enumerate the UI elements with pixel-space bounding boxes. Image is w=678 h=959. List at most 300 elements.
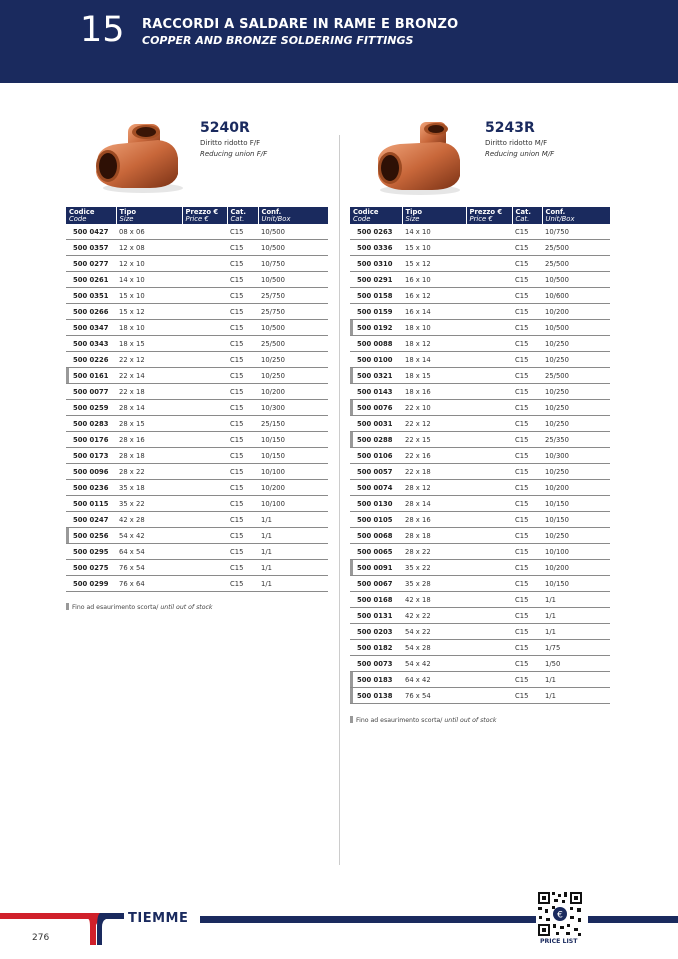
table-row	[66, 480, 328, 496]
table-row	[66, 448, 328, 464]
cell-cat: C15	[512, 480, 542, 496]
cell-unit-box: 10/200	[542, 480, 610, 496]
cell-unit-box: 1/1	[542, 608, 610, 624]
cell-size: 76 x 54	[402, 688, 466, 704]
table-row	[350, 288, 610, 304]
cell-unit-box: 10/150	[542, 512, 610, 528]
cell-cat: C15	[512, 272, 542, 288]
cell-code: 500 0321	[350, 368, 402, 384]
cell-price	[182, 384, 227, 400]
cell-cat: C15	[512, 608, 542, 624]
cell-price	[466, 496, 512, 512]
cell-price	[182, 272, 227, 288]
cell-price	[466, 592, 512, 608]
cell-price	[182, 544, 227, 560]
svg-text:€: €	[557, 910, 563, 921]
cell-cat: C15	[227, 384, 258, 400]
table-row	[350, 400, 610, 416]
cell-code: 500 0275	[66, 560, 116, 576]
oos-marker-icon	[350, 716, 353, 723]
cell-code: 500 0291	[350, 272, 402, 288]
cell-size: 22 x 18	[116, 384, 182, 400]
cell-size: 22 x 12	[402, 416, 466, 432]
cell-size: 42 x 18	[402, 592, 466, 608]
section-title-en: COPPER AND BRONZE SOLDERING FITTINGS	[142, 34, 414, 47]
cell-price	[182, 576, 227, 592]
cell-size: 54 x 28	[402, 640, 466, 656]
cell-code: 500 0131	[350, 608, 402, 624]
table-row	[66, 496, 328, 512]
cell-cat: C15	[227, 448, 258, 464]
cell-size: 18 x 12	[402, 336, 466, 352]
cell-code: 500 0115	[66, 496, 116, 512]
cell-cat: C15	[227, 400, 258, 416]
table-row	[66, 288, 328, 304]
col-header-code: Codice Code	[350, 207, 402, 224]
cell-cat: C15	[512, 432, 542, 448]
cell-price	[466, 304, 512, 320]
cell-cat: C15	[512, 528, 542, 544]
cell-unit-box: 25/750	[258, 304, 328, 320]
cell-size: 15 x 10	[116, 288, 182, 304]
cell-code: 500 0192	[350, 320, 402, 336]
cell-code: 500 0183	[350, 672, 402, 688]
cell-size: 16 x 12	[402, 288, 466, 304]
table-row	[66, 528, 328, 544]
cell-code: 500 0263	[350, 224, 402, 240]
cell-code: 500 0161	[66, 368, 116, 384]
cell-cat: C15	[512, 304, 542, 320]
cell-cat: C15	[512, 624, 542, 640]
cell-unit-box: 10/250	[542, 384, 610, 400]
table-row	[350, 656, 610, 672]
cell-unit-box: 10/500	[258, 320, 328, 336]
cell-cat: C15	[227, 432, 258, 448]
cell-unit-box: 10/200	[542, 304, 610, 320]
cell-unit-box: 10/150	[258, 448, 328, 464]
cell-price	[466, 672, 512, 688]
cell-price	[466, 272, 512, 288]
cell-unit-box: 1/1	[258, 544, 328, 560]
cell-price	[182, 464, 227, 480]
cell-cat: C15	[512, 384, 542, 400]
cell-code: 500 0158	[350, 288, 402, 304]
table-row	[350, 560, 610, 576]
col-header-cat: Cat. Cat.	[512, 207, 542, 224]
cell-code: 500 0427	[66, 224, 116, 240]
table-row	[66, 256, 328, 272]
cell-size: 76 x 64	[116, 576, 182, 592]
cell-cat: C15	[227, 256, 258, 272]
cell-size: 28 x 14	[116, 400, 182, 416]
cell-size: 08 x 06	[116, 224, 182, 240]
cell-size: 18 x 10	[402, 320, 466, 336]
cell-price	[466, 688, 512, 704]
cell-cat: C15	[227, 416, 258, 432]
cell-size: 42 x 28	[116, 512, 182, 528]
cell-code: 500 0076	[350, 400, 402, 416]
cell-cat: C15	[227, 512, 258, 528]
cell-cat: C15	[227, 496, 258, 512]
column-divider	[339, 135, 340, 865]
cell-cat: C15	[227, 320, 258, 336]
cell-price	[182, 512, 227, 528]
table-header	[66, 207, 328, 224]
table-row	[350, 448, 610, 464]
cell-unit-box: 10/250	[258, 352, 328, 368]
table-row	[66, 560, 328, 576]
cell-unit-box: 1/1	[258, 512, 328, 528]
col-header-box: Conf. Unit/Box	[258, 207, 328, 224]
cell-cat: C15	[512, 352, 542, 368]
product-code: 5243R	[485, 120, 535, 136]
cell-price	[466, 240, 512, 256]
cell-unit-box: 10/250	[542, 416, 610, 432]
cell-code: 500 0031	[350, 416, 402, 432]
page-header	[0, 0, 678, 83]
cell-cat: C15	[227, 240, 258, 256]
cell-price	[182, 368, 227, 384]
cell-size: 28 x 16	[116, 432, 182, 448]
cell-code: 500 0236	[66, 480, 116, 496]
cell-size: 22 x 14	[116, 368, 182, 384]
brand-logo: TIEMME	[128, 911, 189, 926]
cell-code: 500 0310	[350, 256, 402, 272]
cell-price	[466, 384, 512, 400]
table-row	[350, 432, 610, 448]
cell-size: 22 x 18	[402, 464, 466, 480]
cell-size: 35 x 28	[402, 576, 466, 592]
cell-unit-box: 1/1	[258, 528, 328, 544]
table-row	[350, 336, 610, 352]
cell-code: 500 0088	[350, 336, 402, 352]
cell-cat: C15	[512, 688, 542, 704]
cell-size: 16 x 14	[402, 304, 466, 320]
cell-price	[466, 448, 512, 464]
table-row	[350, 576, 610, 592]
cell-cat: C15	[227, 464, 258, 480]
table-row	[66, 368, 328, 384]
table-row	[66, 576, 328, 592]
cell-unit-box: 10/250	[542, 352, 610, 368]
cell-size: 28 x 22	[402, 544, 466, 560]
cell-price	[466, 320, 512, 336]
table-row	[350, 608, 610, 624]
table-row	[66, 464, 328, 480]
cell-unit-box: 25/500	[542, 368, 610, 384]
cell-code: 500 0173	[66, 448, 116, 464]
cell-price	[182, 496, 227, 512]
table-row	[350, 512, 610, 528]
cell-size: 28 x 18	[402, 528, 466, 544]
cell-cat: C15	[227, 352, 258, 368]
cell-code: 500 0288	[350, 432, 402, 448]
cell-code: 500 0182	[350, 640, 402, 656]
table-row	[350, 672, 610, 688]
cell-cat: C15	[227, 576, 258, 592]
cell-cat: C15	[512, 400, 542, 416]
cell-size: 22 x 15	[402, 432, 466, 448]
table-row	[350, 224, 610, 240]
cell-unit-box: 1/1	[542, 688, 610, 704]
cell-size: 54 x 42	[116, 528, 182, 544]
cell-code: 500 0247	[66, 512, 116, 528]
cell-code: 500 0091	[350, 560, 402, 576]
cell-code: 500 0168	[350, 592, 402, 608]
cell-size: 54 x 42	[402, 656, 466, 672]
cell-code: 500 0100	[350, 352, 402, 368]
table-row	[350, 688, 610, 704]
cell-size: 64 x 54	[116, 544, 182, 560]
cell-price	[466, 256, 512, 272]
cell-code: 500 0138	[350, 688, 402, 704]
cell-cat: C15	[512, 224, 542, 240]
table-row	[66, 320, 328, 336]
fitting-image	[88, 118, 198, 198]
cell-price	[182, 304, 227, 320]
cell-cat: C15	[512, 256, 542, 272]
table-row	[66, 544, 328, 560]
cell-size: 28 x 16	[402, 512, 466, 528]
cell-code: 500 0130	[350, 496, 402, 512]
table-row	[66, 400, 328, 416]
cell-price	[466, 656, 512, 672]
table-row	[66, 304, 328, 320]
table-row	[350, 352, 610, 368]
cell-price	[466, 336, 512, 352]
cell-unit-box: 25/500	[542, 240, 610, 256]
cell-unit-box: 10/500	[542, 320, 610, 336]
cell-unit-box: 25/500	[542, 256, 610, 272]
cell-size: 28 x 14	[402, 496, 466, 512]
cell-unit-box: 1/1	[258, 576, 328, 592]
cell-code: 500 0259	[66, 400, 116, 416]
cell-code: 500 0266	[66, 304, 116, 320]
table-row	[350, 480, 610, 496]
cell-unit-box: 10/750	[542, 224, 610, 240]
cell-code: 500 0073	[350, 656, 402, 672]
cell-cat: C15	[227, 336, 258, 352]
cell-code: 500 0347	[66, 320, 116, 336]
cell-size: 64 x 42	[402, 672, 466, 688]
cell-size: 18 x 15	[402, 368, 466, 384]
cell-price	[182, 336, 227, 352]
product-code: 5240R	[200, 120, 250, 136]
cell-unit-box: 1/75	[542, 640, 610, 656]
cell-price	[466, 512, 512, 528]
cell-cat: C15	[512, 544, 542, 560]
cell-unit-box: 10/200	[258, 384, 328, 400]
cell-price	[182, 352, 227, 368]
cell-cat: C15	[512, 672, 542, 688]
table-row	[350, 256, 610, 272]
cell-code: 500 0176	[66, 432, 116, 448]
cell-cat: C15	[512, 560, 542, 576]
cell-code: 500 0357	[66, 240, 116, 256]
cell-price	[466, 544, 512, 560]
cell-price	[466, 624, 512, 640]
cell-unit-box: 25/150	[258, 416, 328, 432]
cell-size: 15 x 10	[402, 240, 466, 256]
table-row	[350, 384, 610, 400]
cell-code: 500 0299	[66, 576, 116, 592]
cell-unit-box: 1/1	[542, 672, 610, 688]
cell-unit-box: 10/250	[542, 464, 610, 480]
cell-price	[466, 288, 512, 304]
cell-size: 18 x 15	[116, 336, 182, 352]
cell-size: 28 x 15	[116, 416, 182, 432]
cell-size: 28 x 12	[402, 480, 466, 496]
cell-code: 500 0074	[350, 480, 402, 496]
cell-size: 35 x 18	[116, 480, 182, 496]
cell-size: 18 x 16	[402, 384, 466, 400]
cell-price	[466, 224, 512, 240]
cell-cat: C15	[512, 448, 542, 464]
cell-code: 500 0077	[66, 384, 116, 400]
cell-price	[182, 448, 227, 464]
cell-unit-box: 10/300	[258, 400, 328, 416]
page-footer	[0, 905, 678, 959]
table-row	[350, 240, 610, 256]
table-row	[350, 496, 610, 512]
cell-unit-box: 10/750	[258, 256, 328, 272]
cell-size: 76 x 54	[116, 560, 182, 576]
stock-note-left: Fino ad esaurimento scorta/ until out of stock	[66, 603, 213, 611]
cell-cat: C15	[227, 544, 258, 560]
cell-code: 500 0295	[66, 544, 116, 560]
cell-price	[466, 576, 512, 592]
cell-unit-box: 1/1	[542, 592, 610, 608]
cell-cat: C15	[227, 480, 258, 496]
cell-size: 12 x 10	[116, 256, 182, 272]
cell-price	[182, 432, 227, 448]
col-header-price: Prezzo € Price €	[466, 207, 512, 224]
cell-price	[182, 480, 227, 496]
table-row	[350, 464, 610, 480]
cell-size: 18 x 10	[116, 320, 182, 336]
table-row	[350, 272, 610, 288]
cell-code: 500 0096	[66, 464, 116, 480]
table-row	[350, 624, 610, 640]
price-list-label: PRICE LIST	[540, 938, 578, 945]
cell-unit-box: 25/500	[258, 336, 328, 352]
cell-price	[182, 288, 227, 304]
cell-size: 18 x 14	[402, 352, 466, 368]
price-table-5240r	[66, 207, 328, 592]
cell-size: 14 x 10	[116, 272, 182, 288]
cell-size: 22 x 16	[402, 448, 466, 464]
cell-code: 500 0057	[350, 464, 402, 480]
col-header-size: Tipo Size	[402, 207, 466, 224]
cell-cat: C15	[512, 336, 542, 352]
product-desc-it: Diritto ridotto F/F	[200, 139, 261, 147]
cell-price	[466, 432, 512, 448]
col-header-box: Conf. Unit/Box	[542, 207, 610, 224]
page-number: 276	[32, 933, 50, 943]
cell-code: 500 0065	[350, 544, 402, 560]
cell-size: 14 x 10	[402, 224, 466, 240]
cell-unit-box: 1/1	[542, 624, 610, 640]
cell-code: 500 0067	[350, 576, 402, 592]
cell-price	[182, 256, 227, 272]
cell-price	[466, 608, 512, 624]
cell-unit-box: 10/200	[542, 560, 610, 576]
cell-unit-box: 1/1	[258, 560, 328, 576]
cell-unit-box: 10/500	[258, 272, 328, 288]
table-row	[66, 352, 328, 368]
cell-code: 500 0143	[350, 384, 402, 400]
cell-price	[466, 400, 512, 416]
col-header-price: Prezzo € Price €	[182, 207, 227, 224]
stock-note-right: Fino ad esaurimento scorta/ until out of stock	[350, 716, 497, 724]
table-row	[350, 304, 610, 320]
cell-cat: C15	[227, 288, 258, 304]
cell-size: 12 x 08	[116, 240, 182, 256]
table-row	[350, 528, 610, 544]
cell-code: 500 0343	[66, 336, 116, 352]
price-table-5243r	[350, 207, 610, 704]
cell-cat: C15	[512, 576, 542, 592]
cell-cat: C15	[512, 320, 542, 336]
cell-unit-box: 10/250	[542, 336, 610, 352]
cell-cat: C15	[227, 368, 258, 384]
cell-price	[466, 640, 512, 656]
product-desc-it: Diritto ridotto M/F	[485, 139, 548, 147]
cell-price	[466, 528, 512, 544]
table-row	[66, 224, 328, 240]
table-row	[66, 336, 328, 352]
cell-cat: C15	[512, 288, 542, 304]
cell-size: 22 x 12	[116, 352, 182, 368]
col-header-cat: Cat. Cat.	[227, 207, 258, 224]
cell-price	[466, 464, 512, 480]
table-row	[66, 384, 328, 400]
table-row	[350, 368, 610, 384]
cell-size: 15 x 12	[402, 256, 466, 272]
cell-code: 500 0159	[350, 304, 402, 320]
cell-cat: C15	[512, 240, 542, 256]
cell-unit-box: 10/250	[542, 528, 610, 544]
cell-code: 500 0261	[66, 272, 116, 288]
cell-price	[466, 416, 512, 432]
table-header	[350, 207, 610, 224]
cell-unit-box: 10/150	[542, 576, 610, 592]
cell-unit-box: 10/500	[542, 272, 610, 288]
table-row	[350, 592, 610, 608]
cell-cat: C15	[227, 224, 258, 240]
cell-code: 500 0351	[66, 288, 116, 304]
cell-unit-box: 25/350	[542, 432, 610, 448]
cell-unit-box: 10/100	[258, 496, 328, 512]
qr-code-icon[interactable]	[536, 890, 584, 938]
cell-cat: C15	[512, 368, 542, 384]
cell-unit-box: 1/50	[542, 656, 610, 672]
cell-cat: C15	[512, 416, 542, 432]
table-row	[350, 544, 610, 560]
cell-unit-box: 10/100	[542, 544, 610, 560]
cell-code: 500 0203	[350, 624, 402, 640]
table-row	[66, 512, 328, 528]
section-number: 15	[80, 10, 125, 50]
cell-code: 500 0277	[66, 256, 116, 272]
cell-unit-box: 25/750	[258, 288, 328, 304]
cell-size: 22 x 10	[402, 400, 466, 416]
cell-size: 28 x 18	[116, 448, 182, 464]
cell-cat: C15	[227, 304, 258, 320]
cell-price	[182, 528, 227, 544]
cell-code: 500 0256	[66, 528, 116, 544]
cell-cat: C15	[512, 512, 542, 528]
